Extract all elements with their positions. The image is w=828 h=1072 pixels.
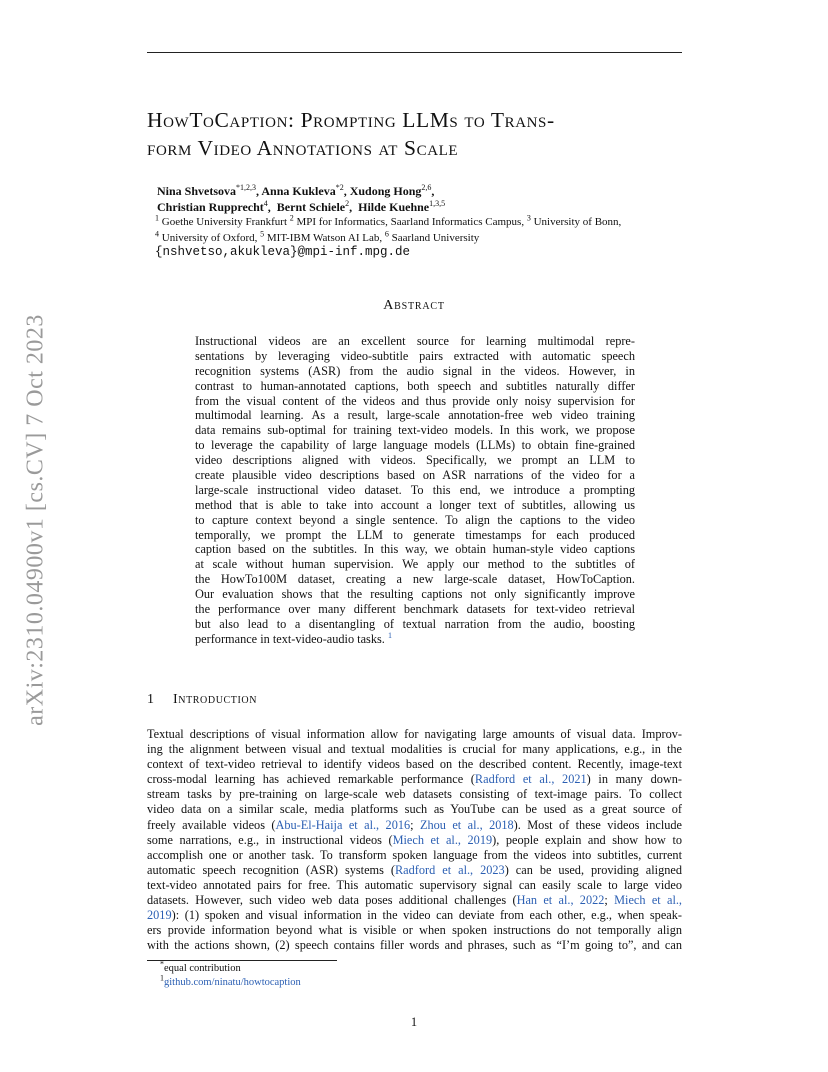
author-name: Bernt Schiele: [276, 200, 346, 214]
intro-line: with the actions shown, (2) speech contains filler words and phrases, such as “I’m going to”, and can: [147, 938, 682, 953]
footnote-equal-contribution: [160, 959, 241, 976]
intro-line: ers provide information beyond what is visible or when spoken instructions do not temporally align: [147, 923, 682, 938]
intro-line: Textual descriptions of visual information allow for navigating large amounts of visual data. Improv-: [147, 727, 682, 741]
intro-line: cross-modal learning has achieved remarkable performance (Radford et al., 2021) in many down-: [147, 772, 683, 787]
affiliations: [155, 215, 695, 246]
abstract-line: video descriptions aligned with videos. Specifically, we prompt an LLM to: [195, 453, 635, 468]
github-link[interactable]: github.com/ninatu/howtocaption: [164, 977, 301, 988]
footnote-rule: [147, 960, 337, 961]
intro-line: some narrations, e.g., in instructional videos (Miech et al., 2019), people explain and show how to: [147, 832, 683, 847]
affiliation: University of Bonn,: [533, 216, 622, 228]
title-line-2: form Video Annotations at Scale: [147, 136, 459, 160]
intro-line: datasets. However, such video web data poses additional challenges (Han et al., 2022; Miech et al.,: [147, 893, 683, 908]
author-name: Xudong Hong: [349, 184, 422, 198]
abstract-line: recognition systems (ASR) from the audio signal in the videos. However, in: [195, 363, 635, 378]
abstract-body: [195, 334, 635, 647]
abstract-line: to leverage the capability of large language models (LLMs) to obtain fine-grained: [195, 438, 635, 453]
citation-link[interactable]: Radford et al., 2023: [394, 862, 505, 877]
affiliation: Goethe University Frankfurt: [161, 216, 287, 228]
arxiv-sidebar-stamp: arXiv:2310.04900v1 [cs.CV] 7 Oct 2023: [22, 314, 49, 726]
intro-line: accomplish one or another task. To transform spoken language from the videos into subtitles, current: [147, 847, 682, 862]
intro-line: text-video annotated pairs for free. This automatic supervisory signal can easily scale to large video: [147, 877, 682, 892]
affiliation-line-2: [155, 228, 695, 247]
affil-mark: 2: [289, 213, 294, 223]
author-affil-mark: 2: [345, 199, 350, 208]
footnote-mark: 1: [160, 973, 164, 983]
author-affil-mark: *1,2,3: [236, 183, 257, 192]
affiliation: MIT-IBM Watson AI Lab,: [266, 231, 383, 244]
abstract-line: at scale without human supervision. We apply our method to the subtitles of: [195, 557, 635, 572]
affiliation-line-1: [155, 215, 695, 231]
affil-mark: 1: [155, 213, 159, 223]
footnote-github: [160, 973, 301, 990]
author-email: {nshvetso,akukleva}@mpi-inf.mpg.de: [155, 245, 411, 259]
abstract-last-text: performance in text-video-audio tasks.: [195, 631, 385, 646]
citation-link[interactable]: Abu-El-Haija et al., 2016: [275, 817, 411, 832]
intro-line: freely available videos (Abu-El-Haija et al., 2016; Zhou et al., 2018). Most of these videos include: [147, 817, 682, 832]
intro-line: 2019): (1) spoken and visual information in the video can deviate from each other, e.g., when speak-: [147, 908, 682, 923]
abstract-line: from the visual content of the videos and thus provide only noisy supervision for: [195, 393, 635, 408]
citation-link[interactable]: Miech et al., 2019: [392, 832, 493, 847]
affil-mark: 6: [384, 228, 389, 238]
author-name: Hilde Kuehne: [358, 200, 430, 214]
intro-line: video data on a similar scale, media platforms such as YouTube can be used as a great source of: [147, 802, 682, 817]
intro-line: stream tasks by pre-training on large-scale web datasets consisting of text-image pairs. To collect: [147, 787, 682, 802]
intro-line: ing the alignment between visual and textual modalities is crucial for many applications, e.g., in the: [147, 742, 682, 757]
citation-link[interactable]: Miech et al.,: [614, 893, 683, 908]
citation-link[interactable]: Han et al., 2022: [516, 893, 605, 908]
top-rule: [147, 52, 682, 53]
affil-mark: 4: [155, 228, 159, 238]
section-number: 1: [147, 692, 155, 707]
section-heading-introduction: [147, 692, 257, 708]
intro-line: automatic speech recognition (ASR) systems (Radford et al., 2023) can be used, providing aligned: [147, 862, 683, 877]
citation-link[interactable]: Radford et al., 2021: [474, 772, 587, 787]
citation-link[interactable]: 2019: [147, 908, 172, 923]
author-affil-mark: 4: [263, 199, 268, 208]
section-title: Introduction: [173, 692, 258, 707]
paper-title: [147, 106, 687, 162]
abstract-line: the HowTo100M dataset, creating a new large-scale dataset, HowToCaption.: [195, 572, 635, 587]
affil-mark: 3: [526, 213, 531, 223]
abstract-line: but also lead to a disentangling of textual narration from the audio, boosting: [195, 616, 635, 631]
abstract-line-last: [195, 632, 635, 647]
abstract-line: the performance over many different benchmark datasets for text-video retrieval: [195, 602, 635, 617]
abstract-line: caption based on the subtitles. In this way, we obtain human-style video captions: [195, 542, 635, 557]
abstract-line: create plausible video descriptions based on ASR narrations of the video for a: [195, 468, 635, 483]
abstract-line: sentations by leveraging video-subtitle pairs extracted with automatic speech: [195, 348, 635, 363]
affiliation: MPI for Informatics, Saarland Informatics Campus,: [296, 216, 525, 228]
page-number: 1: [410, 1015, 418, 1029]
footnote-text: equal contribution: [164, 963, 241, 974]
author-name: Christian Rupprecht: [157, 200, 264, 214]
footnote-mark: *: [160, 959, 164, 969]
affil-mark: 5: [260, 228, 265, 238]
author-line-2: Christian Rupprecht$^4$, Bernt Schiele$^2$, Hilde Kuehne$^{1,3,5}$: [157, 199, 446, 214]
abstract-line: to capture context beyond a single sentence. To align the captions to the video: [195, 512, 635, 527]
author-affil-mark: *2: [335, 183, 344, 192]
author-name: Anna Kukleva: [261, 184, 336, 198]
title-line-1: HowToCaption: Prompting LLMs to Trans-: [147, 108, 555, 132]
abstract-line: data remains sub-optimal for training text-video models. In this work, we propose: [195, 423, 635, 438]
intro-line: context of text-video retrieval to identify videos based on the described content. Recently, image-text: [147, 757, 682, 772]
affiliation: University of Oxford,: [161, 231, 258, 244]
abstract-line: contrast to human-annotated captions, both speech and subtitles naturally differ: [195, 378, 635, 393]
abstract-line: temporally, we prompt the LLM to generate timestamps for each produced: [195, 527, 635, 542]
abstract-line: large-scale instructional video dataset. To this end, we introduce a prompting: [195, 482, 635, 497]
abstract-line: Our evaluation shows that the resulting captions not only significantly improve: [195, 587, 635, 602]
author-line-1: Nina Shvetsova$^{*1,2,3}$, Anna Kukleva$^{*2}$, Xudong Hong$^{2,6}$,: [157, 183, 435, 198]
citation-link[interactable]: Zhou et al., 2018: [419, 817, 514, 832]
author-affil-mark: 2,6: [421, 183, 432, 192]
affiliation: Saarland University: [391, 231, 480, 244]
abstract-line: multimodal learning. As a result, large-scale annotation-free web video training: [195, 408, 635, 423]
footnote-ref-link[interactable]: 1: [387, 630, 392, 640]
abstract-line: method that is able to take into account a longer text of subtitles, allowing us: [195, 497, 635, 512]
author-list: [157, 183, 677, 215]
introduction-body: [147, 727, 682, 953]
abstract-heading: Abstract: [383, 298, 445, 313]
author-affil-mark: 1,3,5: [429, 199, 446, 208]
author-name: Nina Shvetsova: [157, 184, 237, 198]
abstract-line: Instructional videos are an excellent source for learning multimodal repre-: [195, 334, 635, 348]
